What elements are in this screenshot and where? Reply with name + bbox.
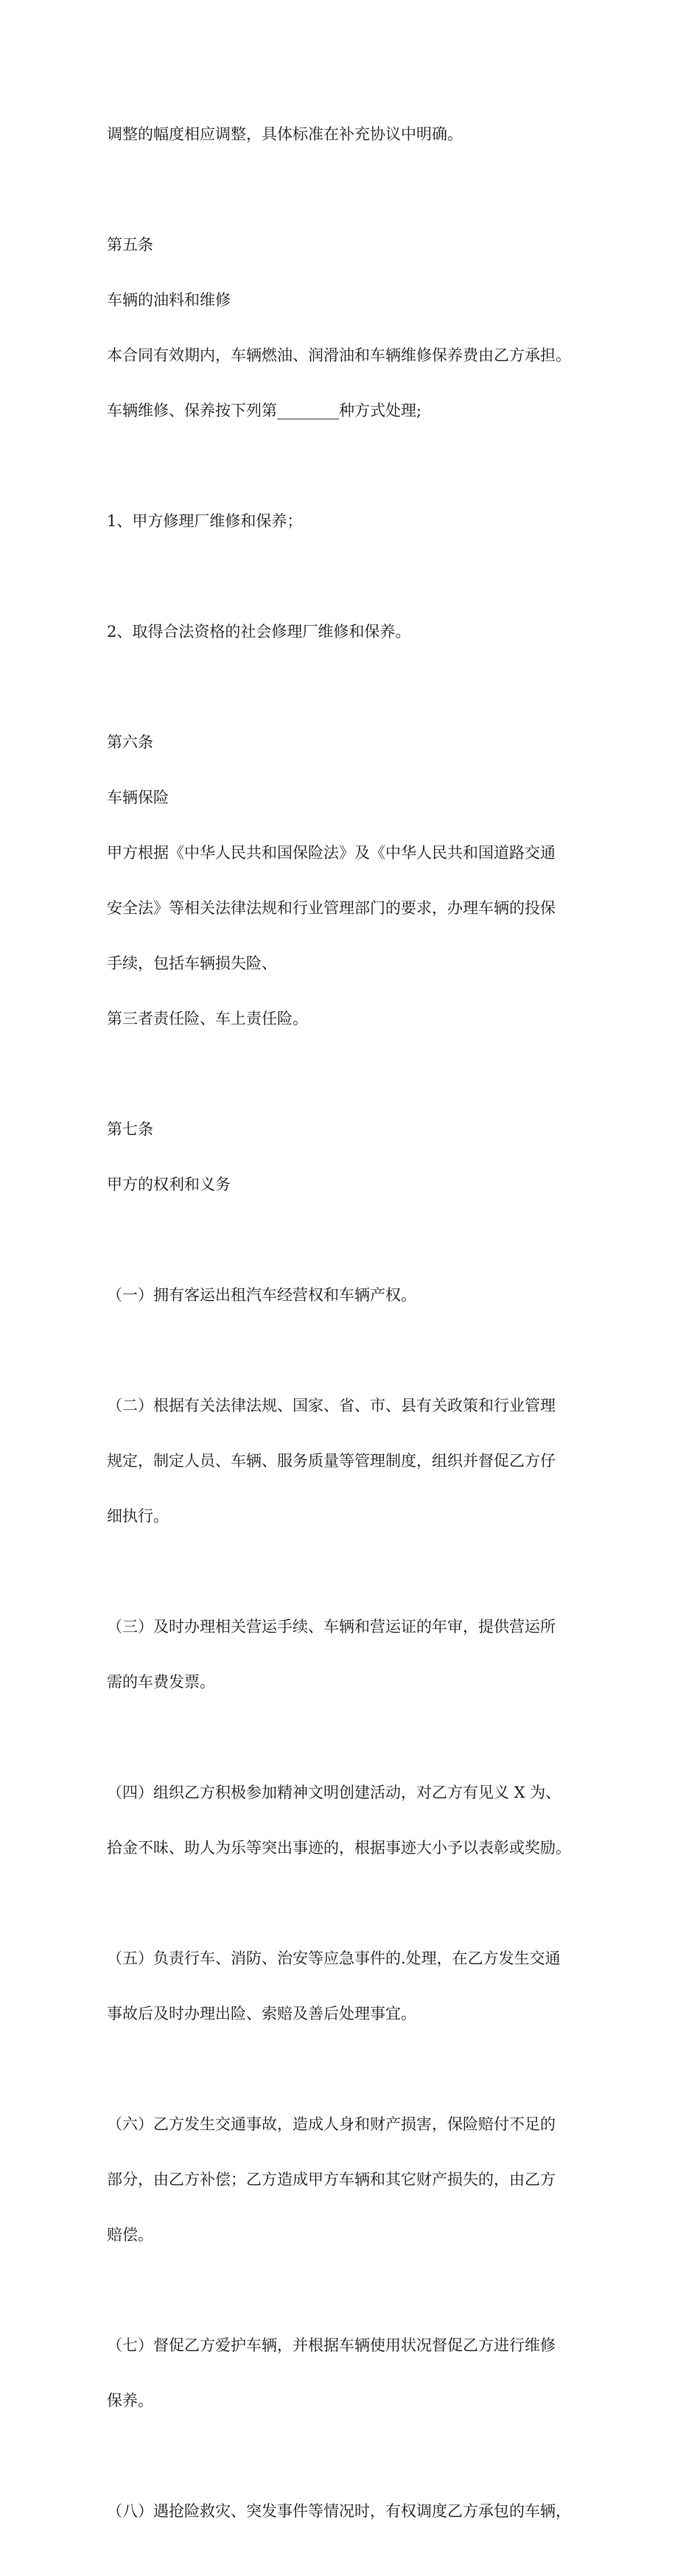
article-heading: 第六条 <box>107 733 153 751</box>
text-line: 需的车费发票。 <box>107 1673 215 1691</box>
text-line: 部分，由乙方补偿；乙方造成甲方车辆和其它财产损失的，由乙方 <box>107 2171 556 2188</box>
article-heading: 第五条 <box>107 236 153 254</box>
text-line: 安全法》等相关法律法规和行业管理部门的要求，办理车辆的投保 <box>107 899 556 917</box>
text-line: （一）拥有客运出租汽车经营权和车辆产权。 <box>107 1286 416 1304</box>
list-item <box>107 1581 608 1728</box>
list-item <box>107 2465 608 2558</box>
text-line: 赔偿。 <box>107 2226 153 2244</box>
text-line: 第三者责任险、车上责任险。 <box>107 1010 308 1027</box>
text-line: 车辆维修、保养按下列第________种方式处理; <box>107 402 422 419</box>
text-line: 1、甲方修理厂维修和保养； <box>107 512 303 530</box>
text-line: 保养。 <box>107 2392 153 2409</box>
article-title: 车辆的油料和维修 <box>107 291 231 309</box>
text-line: 拾金不昧、助人为乐等突出事迹的，根据事迹大小予以表彰或奖励。 <box>107 1839 571 1857</box>
text-line: 规定，制定人员、车辆、服务质量等管理制度，组织并督促乙方仔 <box>107 1452 556 1470</box>
text-line: （六）乙方发生交通事故，造成人身和财产损害，保险赔付不足的 <box>107 2115 556 2133</box>
text-line: 细执行。 <box>107 1507 169 1525</box>
text-line: 2、取得合法资格的社会修理厂维修和保养。 <box>107 623 411 640</box>
list-item <box>107 2078 608 2281</box>
article-title: 甲方的权利和义务 <box>107 1176 231 1193</box>
list-item <box>107 1249 608 1341</box>
document-page <box>107 88 608 2576</box>
article-title: 车辆保险 <box>107 789 169 806</box>
list-item <box>107 1747 608 1894</box>
text-line: 甲方根据《中华人民共和国保险法》及《中华人民共和国道路交通 <box>107 844 556 862</box>
article-7-section <box>107 1083 608 1231</box>
list-item <box>107 1360 608 1563</box>
text-line: （八）遇抢险救灾、突发事件等情况时，有权调度乙方承包的车辆， <box>107 2502 571 2520</box>
list-item <box>107 586 608 678</box>
text-line: （二）根据有关法律法规、国家、省、市、县有关政策和行业管理 <box>107 1397 556 1414</box>
text-line: 本合同有效期内，车辆燃油、润滑油和车辆维修保养费由乙方承担。 <box>107 346 571 364</box>
text-line: （三）及时办理相关营运手续、车辆和营运证的年审，提供营运所 <box>107 1618 556 1636</box>
list-item <box>107 475 608 568</box>
list-item <box>107 1913 608 2060</box>
text-line: （五）负责行车、消防、治安等应急事件的.处理，在乙方发生交通 <box>107 1950 561 1967</box>
article-heading: 第七条 <box>107 1120 153 1138</box>
paragraph <box>107 88 608 181</box>
text-line: 事故后及时办理出险、索赔及善后处理事宜。 <box>107 2005 416 2022</box>
article-6-section <box>107 697 608 1065</box>
text-line: 手续，包括车辆损失险、 <box>107 954 277 972</box>
text-line: 调整的幅度相应调整，具体标准在补充协议中明确。 <box>107 125 463 143</box>
article-5-section <box>107 199 608 457</box>
list-item <box>107 2300 608 2447</box>
text-line: （四）组织乙方积极参加精神文明创建活动，对乙方有见义 X 为、 <box>107 1784 561 1801</box>
text-line: （七）督促乙方爱护车辆，并根据车辆使用状况督促乙方进行维修 <box>107 2336 556 2354</box>
